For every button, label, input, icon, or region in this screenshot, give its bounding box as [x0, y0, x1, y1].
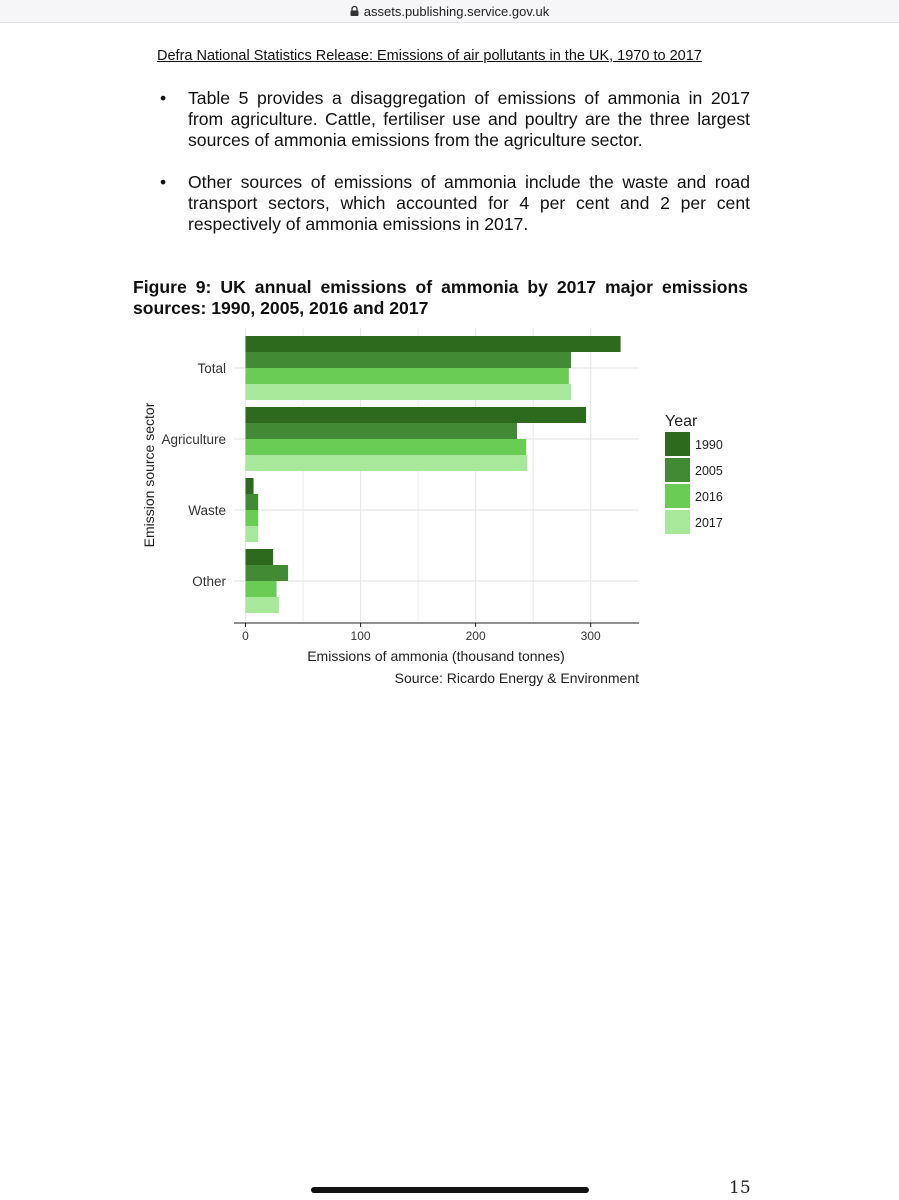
bullet-list: [160, 88, 750, 257]
bullet-text: Other sources of emissions of ammonia include the waste and road transport sectors, which accounted for 4 per cent and 2 per cent respectively of ammonia emissions in 2017.: [188, 172, 750, 234]
legend-label: 1990: [695, 438, 723, 452]
x-axis-title: Emissions of ammonia (thousand tonnes): [307, 648, 565, 664]
bullet-item: [160, 88, 750, 150]
legend: [665, 413, 723, 534]
legend-swatch-2016: [665, 484, 690, 508]
x-ticks: [242, 623, 601, 643]
x-tick-label: 200: [465, 629, 486, 643]
bullet-symbol: •: [160, 172, 167, 193]
bar-other-2016: [246, 581, 277, 597]
x-tick-label: 300: [580, 629, 601, 643]
bullet-symbol: •: [160, 88, 167, 108]
bar-waste-2017: [246, 526, 259, 542]
y-axis-title: Emission source sector: [141, 402, 157, 548]
lock-icon: [350, 6, 359, 16]
legend-swatch-2005: [665, 458, 690, 482]
bar-agriculture-1990: [246, 407, 587, 423]
home-indicator[interactable]: [311, 1187, 589, 1193]
category-label: Other: [192, 574, 226, 589]
legend-label: 2005: [695, 464, 723, 478]
category-labels: [161, 361, 226, 589]
legend-swatch-2017: [665, 510, 690, 534]
bar-other-2005: [246, 565, 289, 581]
legend-title: Year: [665, 413, 698, 430]
browser-url-bar[interactable]: [0, 0, 899, 23]
legend-label: 2017: [695, 516, 723, 530]
bar-other-1990: [246, 549, 274, 565]
bar-total-2016: [246, 368, 569, 384]
bar-waste-2016: [246, 510, 259, 526]
bar-total-2005: [246, 352, 572, 368]
document-header: Defra National Statistics Release: Emissions of air pollutants in the UK, 1970 to 2017: [157, 48, 702, 64]
legend-swatch-1990: [665, 432, 690, 456]
category-label: Total: [197, 361, 226, 376]
bar-waste-1990: [246, 478, 254, 494]
url-text: assets.publishing.service.gov.uk: [363, 3, 550, 19]
bar-total-2017: [246, 384, 572, 400]
chart-source: Source: Ricardo Energy & Environment: [394, 670, 639, 686]
legend-label: 2016: [695, 490, 723, 504]
x-tick-label: 100: [350, 629, 371, 643]
figure-title: Figure 9: UK annual emissions of ammonia by 2017 major emissions sources: 1990, 2005, 2016 and 2017: [133, 277, 748, 318]
bar-agriculture-2017: [246, 455, 528, 471]
bullet-text: Table 5 provides a disaggregation of emissions of ammonia in 2017 from agriculture. Cattle, fertiliser use and poultry are the three largest sources of ammonia emissions from the agriculture sector.: [188, 88, 750, 150]
bar-agriculture-2016: [246, 439, 527, 455]
x-tick-label: 0: [242, 629, 249, 643]
bar-total-1990: [246, 336, 621, 352]
bar-agriculture-2005: [246, 423, 518, 439]
bar-other-2017: [246, 597, 279, 613]
page-number: 15: [729, 1178, 751, 1198]
category-label: Waste: [188, 503, 226, 518]
bars: [246, 336, 621, 613]
ammonia-emissions-chart: [130, 320, 750, 695]
bullet-item: [160, 172, 750, 234]
bar-waste-2005: [246, 494, 259, 510]
category-label: Agriculture: [161, 432, 226, 447]
